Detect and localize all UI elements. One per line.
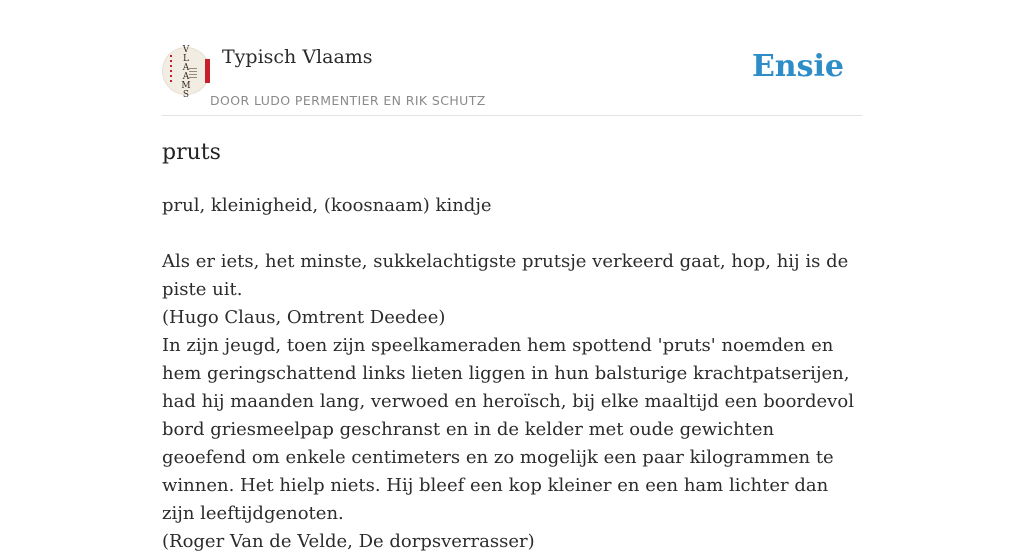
entry-content	[162, 192, 862, 556]
site-title[interactable]: Typisch Vlaams	[222, 46, 373, 68]
byline: DOOR LUDO PERMENTIER EN RIK SCHUTZ	[210, 93, 486, 108]
avatar-text-lines	[189, 68, 197, 80]
entry-definition: prul, kleinigheid, (koosnaam) kindje	[162, 195, 492, 216]
quote-text: Als er iets, het minste, sukkelachtigste prutsje verkeerd gaat, hop, hij is de piste uit.	[162, 251, 849, 300]
avatar-decoration	[170, 55, 172, 85]
avatar-red-edge	[205, 59, 210, 83]
quote-source: (Roger Van de Velde, De dorpsverrasser)	[162, 531, 535, 552]
header	[162, 40, 862, 116]
entry-word: pruts	[162, 140, 221, 165]
book-cover-avatar[interactable]	[162, 45, 210, 100]
avatar-letters: V L A A M S	[181, 45, 191, 100]
quote-source: (Hugo Claus, Omtrent Deedee)	[162, 307, 446, 328]
quote-text: In zijn jeugd, toen zijn speelkameraden hem spottend 'pruts' noemden en hem geringschattend links lieten liggen in hun balsturige krachtpatserijen, had hij maanden lang, verwoed en heroïsch, bij elke maaltijd een boordevol bord griesmeelpap geschranst en in de kelder met oude gewichten geoefend om enkele centimeters en zo mogelijk een paar kilogrammen te winnen. Het hielp niets. Hij bleef een kop kleiner en een ham lichter dan zijn leeftijdgenoten.	[162, 335, 854, 524]
ensie-logo-link[interactable]: Ensie	[751, 49, 844, 84]
